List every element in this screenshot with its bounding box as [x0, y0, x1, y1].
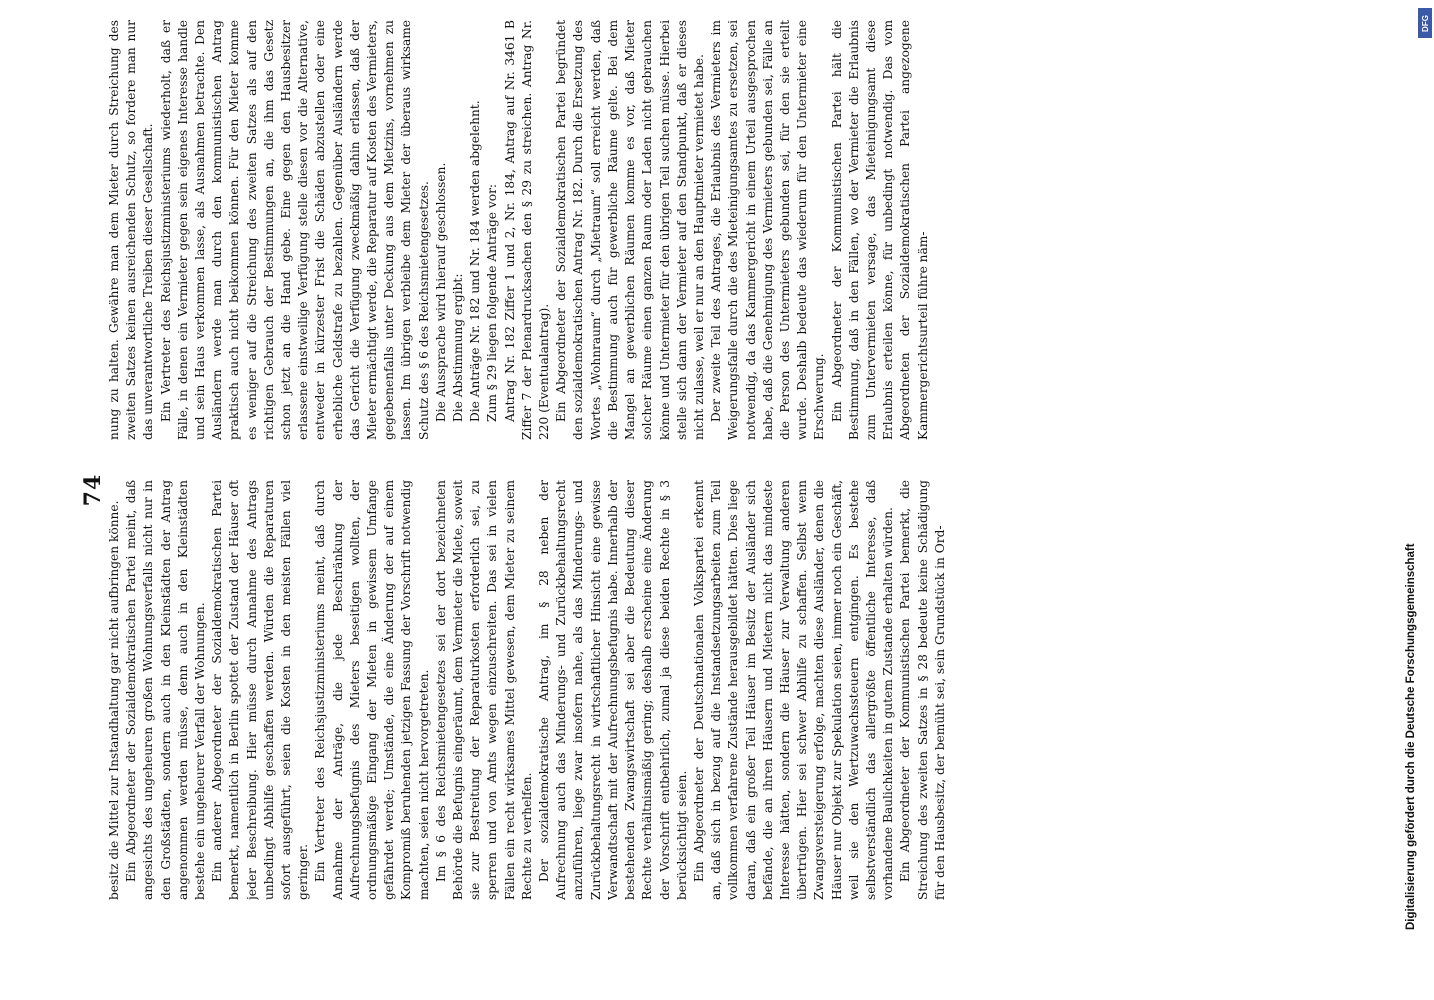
paragraph: Ein Abgeordneter der Sozialdemokratischen Partei begründet den sozialdemokratischen Antrag Nr. 182. Durch die Ersetzung des Wortes „Wohnraum“ durch „Mietraum“ soll erreicht werden, daß die Bestimmung auch für gewerbliche Räume gelte. Bei dem Mangel an gewerblichen Räumen komme es vor, daß Mieter solcher Räume einen ganzen Raum oder Laden nicht gebrauchen könne und Untermieter für den übrigen Teil suchen müsse. Hierbei stelle sich dann der Vermieter auf den Standpunkt, daß er dieses nicht zulasse, weil er nur an den Hauptmieter vermietet habe.	[554, 20, 706, 440]
paragraph: Ein Abgeordneter der Sozialdemokratischen Partei meint, daß angesichts des ungeheuren großen Wohnungsverfalls nicht nur in den Großstädten, sondern auch in den Kleinstädten der Antrag angenommen werden müsse, denn auch in den Kleinstädten bestehe ein ungeheurer Verfall der Wohnungen.	[124, 480, 208, 900]
paragraph: Ein Abgeordneter der Kommunistischen Partei hält die Bestimmung, daß in den Fällen, wo der Vermieter die Erlaubnis zum Untervermieten versage, das Mieteinigungsamt diese Erlaubnis erteilen könne, für unbedingt notwendig. Das vom Abgeordneten der Sozialdemokratischen Partei angezogene Kammergerichtsurteil führe näm-	[829, 20, 930, 440]
paragraph: Die Abstimmung ergibt:	[451, 273, 466, 422]
paragraph: Ein Abgeordneter der Kommunistischen Partei bemerkt, die Streichung des zweiten Satzes in § 28 bedeute keine Schädigung für den Hausbesitz, der bemüht sei, sein Grundstück in Ord-	[898, 480, 947, 900]
paragraph: Die Aussprache wird hierauf geschlossen.	[433, 162, 448, 422]
paragraph: Antrag Nr. 182 Ziffer 1 und 2, Nr. 184, Antrag auf Nr. 3461 B Ziffer 7 der Plenardrucksachen den § 29 zu streichen. Antrag Nr. 220 (Eventualantrag).	[502, 20, 552, 440]
page-number: 74	[80, 473, 106, 507]
paragraph: nung zu halten. Gewähre man dem Mieter durch Streichung des zweiten Satzes keinen ausreichenden Schutz, so fordere man nur das unverantwortliche Treiben dieser Gesellschaft.	[107, 20, 156, 440]
paragraph: besitz die Mittel zur Instandhaltung gar nicht aufbringen könne.	[107, 500, 121, 900]
left-column	[106, 480, 1266, 900]
paragraph: Der zweite Teil des Antrages, die Erlaubnis des Vermieters im Weigerungsfalle durch die des Mieteinigungsamtes zu ersetzen, sei notwendig, da das Kammergericht in einem Urteil ausgesprochen habe, daß die Genehmigung des Vermieters gebunden sei, Fälle an die Person des Untermieters gebunden sei, für den sie erteilt wurde. Deshalb bedeute das wiederum für den Untermieter eine Erschwerung.	[709, 20, 827, 440]
paragraph: Ein Vertreter des Reichsjustizministeriums meint, daß durch Annahme der Anträge, die jede Beschränkung der Aufrechnungsbefugnis des Mieters beseitigen wollten, der ordnungsmäßige Eingang der Mieten in gewissem Umfange gefährdet werde; Umstände, die eine Änderung der auf einem Kompromiß beruhenden jetzigen Fassung der Vorschrift notwendig machten, seien nicht hervorgetreten.	[313, 480, 431, 900]
paragraph: Ein anderer Abgeordneter der Sozialdemokratischen Partei bemerkt, namentlich in Berlin spottet der Zustand der Häuser oft jeder Beschreibung. Hier müsse durch Annahme des Antrags unbedingt Abhilfe geschaffen werden. Würden die Reparaturen sofort ausgeführt, seien die Kosten in den meisten Fällen viel geringer.	[210, 480, 311, 900]
paragraph: Ein Abgeordneter der Deutschnationalen Volkspartei erkennt an, daß sich in bezug auf die Instandsetzungsarbeiten zum Teil vollkommen verfahrene Zustände herausgebildet hätten. Dies liege daran, daß ein großer Teil Häuser im Besitz der Ausländer sich befände, die an ihren Häusern und Mietern nicht das mindeste Interesse hätten, sondern die Häuser zur Verwaltung anderen übertrügen. Hier sei schwer Abhilfe zu schaffen. Selbst wenn Zwangsversteigerung erfolge, machten diese Ausländer, denen die Häuser nur Objekt zur Spekulation seien, immer noch ein Geschäft, weil sie den Wertzuwachssteuern entgingen. Es bestehe selbstverständlich das allergrößte öffentliche Interesse, daß vorhandene Baulichkeiten in gutem Zustande erhalten würden.	[691, 480, 896, 900]
paragraph: Im § 6 des Reichsmietengesetzes sei der dort bezeichneten Behörde die Befugnis eingeräumt, dem Vermieter die Miete, soweit sie zur Bestreitung der Reparaturkosten erforderlich sei, zu sperren und von Amts wegen einzuschreiten. Das sei in vielen Fällen ein recht wirksames Mittel gewesen, dem Mieter zu seinem Rechte zu verhelfen.	[433, 480, 534, 900]
paragraph: Der sozialdemokratische Antrag, im § 28 neben der Aufrechnung auch das Minderungs- und Zurückbehaltungsrecht anzuführen, liege zwar insofern nahe, als das Minderungs- und Zurückbehaltungsrecht in wirtschaftlicher Hinsicht eine gewisse Verwandtschaft mit der Aufrechnungsbefugnis habe. Innerhalb der bestehenden Zwangswirtschaft sei aber die Bedeutung dieser Rechte verhältnismäßig gering; deshalb erscheine eine Änderung der Vorschrift entbehrlich, zumal ja diese beiden Rechte in § 3 berücksichtigt seien.	[537, 480, 689, 900]
digitization-credit: Digitalisierung gefördert durch die Deutsche Forschungsgemeinschaft	[1405, 543, 1417, 930]
rotated-page	[76, 0, 1296, 1000]
right-column	[106, 20, 1266, 440]
paragraph: Ein Vertreter des Reichsjustizministeriums wiederholt, daß er Fälle, in denen ein Vermieter gegen sein eigenes Interesse handle und sein Haus verkommen lasse, als Ausnahmen betrachte. Den Ausländern werde man durch den kommunistischen Antrag praktisch auch nicht beikommen können. Für den Mieter komme es weniger auf die Streichung des zweiten Satzes als auf den richtigen Gebrauch der Bestimmungen an, die ihm das Gesetz schon jetzt an die Hand gebe. Eine gegen den Hausbesitzer erlassene einstweilige Verfügung stelle diesen vor die Alternative, entweder in kürzester Frist die Schäden abzustellen oder eine erhebliche Geldstrafe zu bezahlen. Gegenüber Ausländern werde das Gericht die Verfügung zweckmäßig dahin erlassen, daß der Mieter ermächtigt werde, die Reparatur auf Kosten des Vermieters, gegebenenfalls unter Deckung aus dem Mietzins, vornehmen zu lassen. Im übrigen verbleibe dem Mieter der überaus wirksame Schutz des § 6 des Reichsmietengesetzes.	[158, 20, 431, 440]
paragraph: Die Anträge Nr. 182 und Nr. 184 werden abgelehnt.	[468, 100, 483, 422]
dfg-logo: DFG	[1418, 8, 1432, 38]
paragraph: Zum § 29 liegen folgende Anträge vor:	[485, 183, 500, 422]
